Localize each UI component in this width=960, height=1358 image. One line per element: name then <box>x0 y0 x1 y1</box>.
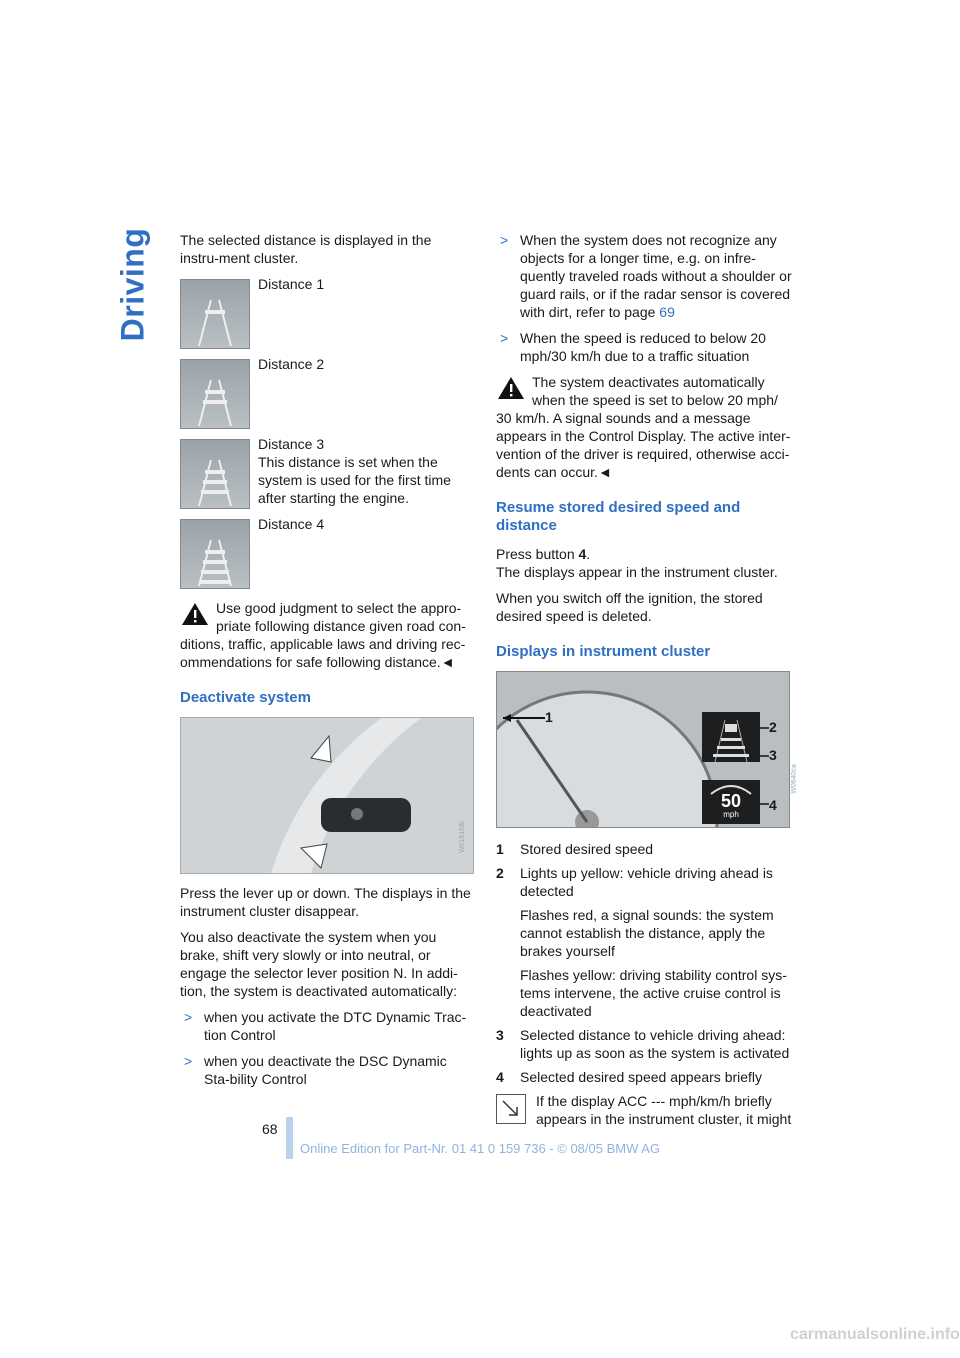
watermark: carmanualsonline.info <box>790 1326 960 1343</box>
warning-text-rest: 30 km/h. A signal sounds and a message appears in the Control Display. The active inter-vention of the driver is required, otherwise acci-dents can occur. <box>496 410 791 480</box>
warning-text-first: Use good judgment to select the appro-priate following distance given road con- <box>216 600 466 634</box>
deactivate-heading: Deactivate system <box>180 689 311 706</box>
section-title: Driving <box>114 227 151 342</box>
end-mark: ◄ <box>440 654 455 670</box>
warning-following-distance <box>180 599 472 671</box>
bullet-mark: > <box>500 330 509 346</box>
legend-number: 1 <box>496 841 504 857</box>
resume-p2: When you switch off the ignition, the stored desired speed is deleted. <box>496 590 763 624</box>
distance-3-title: Distance 3 <box>258 436 325 452</box>
warning-icon <box>180 601 210 627</box>
bullet-mark: > <box>500 232 509 248</box>
footer-text: Online Edition for Part-Nr. 01 41 0 159 736 - © 08/05 BMW AG <box>300 1141 661 1156</box>
deactivate-bullet <box>180 1008 472 1044</box>
cluster-photo-code: W0640ca <box>790 764 798 794</box>
lever-photo <box>180 717 474 874</box>
legend-item-2 <box>496 864 792 1020</box>
legend-number: 4 <box>496 1069 504 1085</box>
distance-1-icon <box>180 279 250 349</box>
bullet-text: when you deactivate the DSC Dynamic Sta-bility Control <box>204 1053 447 1087</box>
distance-3-icon <box>180 439 250 509</box>
note-icon <box>496 1094 526 1124</box>
distance-3-label <box>258 435 472 507</box>
distance-4 <box>180 515 472 595</box>
resume-p1 <box>496 545 792 563</box>
distance-4-icon <box>180 519 250 589</box>
bullet-mark: > <box>184 1053 193 1069</box>
resume-p1-prefix: Press button <box>496 546 579 562</box>
callout-2: 2 <box>769 719 777 735</box>
distance-3 <box>180 435 472 515</box>
warning-icon <box>496 375 526 401</box>
callout-4: 4 <box>769 797 777 813</box>
warning-text-first: The system deactivates automatically when the speed is set to below 20 mph/ <box>532 374 778 408</box>
deactivate-p1: Press the lever up or down. The displays in the instrument cluster disappear. <box>180 885 471 919</box>
note-text: If the display ACC --- mph/km/h briefly appears in the instrument cluster, it might <box>536 1093 792 1127</box>
bullet-text: When the system does not recognize any objects for a longer time, e.g. on infre-quently traveled roads without a shoulder or guard rails, or if the radar sensor is covered with dirt, refer to page <box>520 232 792 320</box>
legend-text: Flashes yellow: driving stability control sys-tems intervene, the active cruise control is deactivated <box>520 967 787 1019</box>
bullet-text: when you activate the DTC Dynamic Trac-tion Control <box>204 1009 467 1043</box>
lever-photo-code: W0161fdb <box>458 821 466 853</box>
resume-heading: Resume stored desired speed and distance <box>496 499 741 534</box>
legend-item-4 <box>496 1068 792 1086</box>
distance-2 <box>180 355 472 435</box>
resume-p1-button: 4 <box>578 546 587 562</box>
note-acc <box>496 1092 792 1128</box>
cluster-unit: mph <box>723 810 739 819</box>
legend-text: Stored desired speed <box>520 841 654 857</box>
instrument-cluster-photo <box>496 671 790 828</box>
right-column <box>496 231 798 1128</box>
legend-number: 2 <box>496 865 504 881</box>
callout-1: 1 <box>545 709 553 725</box>
bullet-text: When the speed is reduced to below 20 mph/30 km/h due to a traffic situation <box>520 330 766 364</box>
cluster-speed: 50 <box>720 791 742 811</box>
distance-2-icon <box>180 359 250 429</box>
legend-text: Lights up yellow: vehicle driving ahead is detected <box>520 865 773 899</box>
legend-number: 3 <box>496 1027 504 1043</box>
legend-text: Selected distance to vehicle driving ahead: lights up as soon as the system is activated <box>520 1027 790 1061</box>
page-link[interactable]: 69 <box>659 304 675 320</box>
distance-3-note: This distance is set when the system is used for the first time after starting the engine. <box>258 454 451 506</box>
end-mark: ◄ <box>597 464 612 480</box>
footer-bar <box>286 1117 293 1159</box>
legend-item-1 <box>496 840 792 858</box>
bullet-mark: > <box>184 1009 193 1025</box>
resume-p1-suffix: . <box>586 546 591 562</box>
right-bullet <box>496 329 792 365</box>
warning-deactivate <box>496 373 792 481</box>
deactivate-p2: You also deactivate the system when you brake, shift very slowly or into neutral, or engage the selector lever position N. In addi-tion, the system is deactivated automatically: <box>180 929 458 999</box>
callout-3: 3 <box>769 747 777 763</box>
legend-text: Flashes red, a signal sounds: the system cannot establish the distance, apply the brakes yourself <box>520 907 774 959</box>
deactivate-bullet <box>180 1052 472 1088</box>
left-column <box>180 231 472 1096</box>
distance-2-label: Distance 2 <box>258 356 325 372</box>
page-number: 68 <box>262 1121 278 1137</box>
warning-text-rest: ditions, traffic, applicable laws and driving rec-ommendations for safe following distance. <box>180 636 466 670</box>
legend-item-3 <box>496 1026 792 1062</box>
legend-text: Selected desired speed appears briefly <box>520 1069 763 1085</box>
distance-1 <box>180 275 472 355</box>
displays-heading: Displays in instrument cluster <box>496 643 711 660</box>
distance-4-label: Distance 4 <box>258 516 325 532</box>
resume-p1b: The displays appear in the instrument cluster. <box>496 564 778 580</box>
distance-1-label: Distance 1 <box>258 276 325 292</box>
right-bullet <box>496 231 792 321</box>
intro-text: The selected distance is displayed in the instru-ment cluster. <box>180 232 432 266</box>
section-tab <box>114 227 154 342</box>
